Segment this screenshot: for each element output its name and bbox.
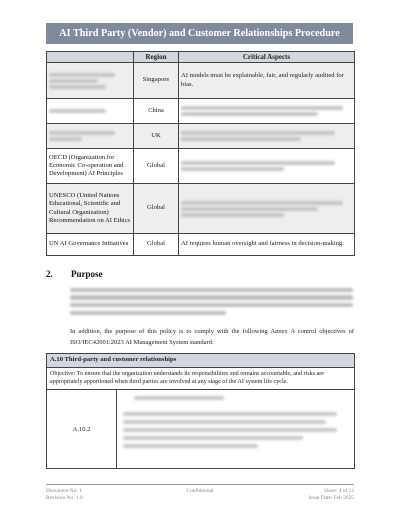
table-row	[47, 99, 355, 124]
header-region: Region	[134, 52, 179, 63]
cell-region: Global	[134, 184, 179, 234]
annex-header: A.10 Third-party and customer relationships	[47, 354, 354, 368]
footer-right	[308, 488, 354, 502]
header-critical-aspects: Critical Aspects	[179, 52, 355, 63]
cell-region: Global	[134, 234, 179, 256]
table-header-row	[47, 52, 355, 63]
cell-aspects: AI requires human oversight and fairness in decision-making.	[179, 234, 355, 256]
annex-objective: Objective: To ensure that the organization understands its responsibilities and remains accountable, and risks are appropriately apportioned when third parties are involved at any stage of the AI system life cycle.	[47, 368, 354, 390]
regulations-table	[46, 51, 355, 256]
cell-name: UNESCO (United Nations Educational, Scientific and Cultural Organization) Recommendation on AI Ethics	[47, 184, 134, 234]
header-name	[47, 52, 134, 63]
cell-name: OECD (Organization for Economic Co-operation and Development) AI Principles	[47, 149, 134, 184]
purpose-paragraph: In addition, the purpose of this policy is to comply with the following Annex A control objectives of ISO/IEC42001:2023 AI Management System standard:	[70, 328, 354, 346]
cell-aspects-redacted	[179, 124, 355, 149]
document-number: Document No: 1	[46, 488, 82, 494]
revision-number: Revision No: 1.0	[46, 495, 83, 501]
control-id: A.10.2	[47, 390, 117, 468]
control-text-redacted	[117, 390, 354, 468]
cell-aspects: AI models must be explainable, fair, and regularly audited for bias.	[179, 63, 355, 99]
cell-name: UN AI Governance Initiatives	[47, 234, 134, 256]
cell-aspects-redacted	[179, 184, 355, 234]
cell-region: Singapore	[134, 63, 179, 99]
classification-label: Confidential	[186, 488, 214, 494]
section-heading	[46, 269, 103, 279]
section-number: 2.	[46, 269, 53, 279]
table-row	[47, 149, 355, 184]
footer-divider	[46, 484, 354, 485]
annex-control-table	[46, 353, 355, 469]
cell-region: UK	[134, 124, 179, 149]
sheet-number: Sheet: 4 of 13	[323, 488, 354, 494]
table-row	[47, 184, 355, 234]
cell-name-redacted	[47, 63, 134, 99]
cell-name-redacted	[47, 99, 134, 124]
table-row	[47, 234, 355, 256]
redacted-paragraph	[70, 284, 353, 319]
table-row	[47, 63, 355, 99]
cell-region: Global	[134, 149, 179, 184]
cell-aspects-redacted	[179, 149, 355, 184]
table-row	[47, 124, 355, 149]
section-title: Purpose	[71, 269, 103, 279]
cell-region: China	[134, 99, 179, 124]
cell-name-redacted	[47, 124, 134, 149]
document-title: AI Third Party (Vendor) and Customer Relationships Procedure	[46, 23, 353, 44]
cell-aspects-redacted	[179, 99, 355, 124]
issue-date: Issue Date: Feb 2025	[308, 495, 354, 501]
annex-control-row	[47, 390, 354, 468]
